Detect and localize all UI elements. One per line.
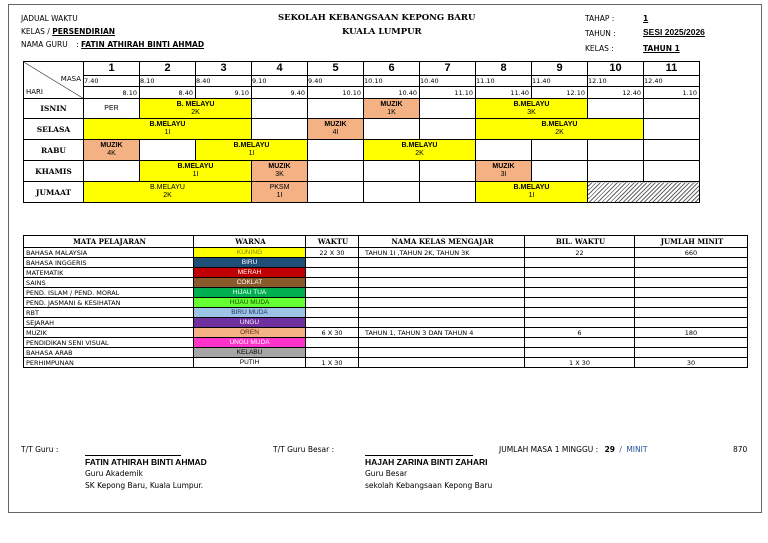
- slot-bm: [476, 119, 644, 140]
- end-time-row: [24, 87, 700, 99]
- slot-bm: [476, 182, 588, 203]
- end-time: 8.10: [84, 87, 140, 99]
- tt-guru-besar-label: T/T Guru Besar :: [273, 445, 335, 454]
- subject-bil-waktu: 6: [525, 328, 635, 338]
- subject-row: [24, 288, 748, 298]
- slot-hatched: [588, 182, 700, 203]
- start-time: 9.40: [308, 75, 364, 87]
- end-time: 10.10: [308, 87, 364, 99]
- slot-bm: [364, 140, 476, 161]
- subject-bil-waktu: [525, 338, 635, 348]
- period-number: 10: [588, 62, 644, 76]
- subject-waktu: [306, 288, 359, 298]
- school-city: KUALA LUMPUR: [342, 27, 422, 37]
- subject-kelas: TAHUN 1I ,TAHUN 2K, TAHUN 3K: [359, 248, 525, 258]
- guru-name: FATIN ATHIRAH BINTI AHMAD: [85, 457, 207, 467]
- tt-guru-label: T/T Guru :: [21, 445, 59, 454]
- start-time: 8.10: [140, 75, 196, 87]
- day-label: KHAMIS: [24, 161, 84, 182]
- subject-jumlah-minit: 180: [635, 328, 748, 338]
- subject-waktu: 1 X 30: [306, 358, 359, 368]
- subject-jumlah-minit: [635, 318, 748, 328]
- subject-bil-waktu: 22: [525, 248, 635, 258]
- subject-row: [24, 318, 748, 328]
- subject-colour: OREN: [194, 328, 306, 338]
- slot-subject: B.MELAYU: [513, 184, 550, 191]
- start-time: 8.40: [196, 75, 252, 87]
- subject-row: [24, 338, 748, 348]
- slot-empty: [644, 119, 700, 140]
- slot-class: 2K: [191, 108, 200, 116]
- slot-class: 1K: [387, 108, 396, 116]
- subject-name: PENDIDIKAN SENI VISUAL: [24, 338, 194, 348]
- subject-name: PEND. ISLAM / PEND. MORAL: [24, 288, 194, 298]
- subject-colour: PUTIH: [194, 358, 306, 368]
- subject-colour: KUNING: [194, 248, 306, 258]
- weekly-total: [499, 445, 647, 455]
- slot-subject: B.MELAYU: [401, 142, 438, 149]
- subject-kelas: [359, 318, 525, 328]
- guru-value: FATIN ATHIRAH BINTI AHMAD: [81, 40, 205, 49]
- kelas2-label: KELAS :: [585, 44, 614, 53]
- slot-subject: B.MELAYU: [233, 142, 270, 149]
- subject-bil-waktu: [525, 268, 635, 278]
- guru-role: Guru Akademik: [85, 469, 143, 478]
- period-number: 8: [476, 62, 532, 76]
- slot-subject: B. MELAYU: [176, 100, 215, 108]
- header-warna: WARNA: [194, 236, 306, 248]
- minit-label: MINIT: [626, 445, 648, 454]
- slot-subject: MUZIK: [268, 163, 291, 170]
- timetable-grid: [23, 61, 700, 203]
- masa-hari-corner: [24, 62, 84, 99]
- slot-subject: MUZIK: [100, 142, 123, 149]
- slot-class: 3I: [500, 171, 507, 178]
- slot-subject: B.MELAYU: [513, 100, 550, 108]
- period-number: 5: [308, 62, 364, 76]
- header-bil-waktu: BIL. WAKTU: [525, 236, 635, 248]
- end-time: 11.10: [420, 87, 476, 99]
- tahap-value: 1: [643, 14, 649, 23]
- end-time: 8.40: [140, 87, 196, 99]
- slot-muzik: [308, 119, 364, 140]
- slot-class: 1I: [248, 150, 255, 157]
- subject-kelas: [359, 278, 525, 288]
- subject-jumlah-minit: [635, 338, 748, 348]
- guru-label: NAMA GURU: [21, 40, 68, 49]
- subject-jumlah-minit: 660: [635, 248, 748, 258]
- subject-waktu: [306, 338, 359, 348]
- slot-empty: [140, 140, 196, 161]
- slot-class: 2K: [555, 129, 564, 136]
- slot-empty: [252, 99, 308, 119]
- slot-empty: [420, 161, 476, 182]
- tahap-label: TAHAP :: [585, 14, 615, 23]
- guru-line: [21, 40, 204, 49]
- period-number: 1: [84, 62, 140, 76]
- slot-empty: [420, 119, 476, 140]
- period-number: 6: [364, 62, 420, 76]
- subject-colour: COKLAT: [194, 278, 306, 288]
- period-number: 3: [196, 62, 252, 76]
- subject-kelas: [359, 308, 525, 318]
- subject-bil-waktu: [525, 298, 635, 308]
- slot-class: 1I: [528, 192, 535, 199]
- guru-besar-name: HAJAH ZARINA BINTI ZAHARI: [365, 457, 488, 467]
- slot-muzik: [84, 140, 140, 161]
- tahun-label: TAHUN :: [585, 29, 616, 38]
- subject-bil-waktu: [525, 288, 635, 298]
- slot-bm: [84, 182, 252, 203]
- subject-waktu: [306, 268, 359, 278]
- guru-signature-line: [85, 455, 181, 456]
- subject-name: BAHASA INGGERIS: [24, 258, 194, 268]
- subject-jumlah-minit: [635, 288, 748, 298]
- subject-name: MUZIK: [24, 328, 194, 338]
- subject-name: SEJARAH: [24, 318, 194, 328]
- jumlah-sep: /: [619, 445, 622, 454]
- slot-subject: B.MELAYU: [149, 121, 186, 128]
- timetable-sheet: [8, 4, 762, 513]
- subject-row: [24, 268, 748, 278]
- subject-bil-waktu: 1 X 30: [525, 358, 635, 368]
- slot-empty: [476, 140, 532, 161]
- subject-kelas: [359, 348, 525, 358]
- slot-subject: PER: [104, 104, 119, 112]
- subject-waktu: [306, 298, 359, 308]
- slot-per: [84, 99, 140, 119]
- jadual-label: JADUAL WAKTU: [21, 14, 78, 23]
- subject-name: SAINS: [24, 278, 194, 288]
- subject-kelas: [359, 338, 525, 348]
- start-time: 7.40: [84, 75, 140, 87]
- day-label: SELASA: [24, 119, 84, 140]
- slot-empty: [644, 99, 700, 119]
- subject-jumlah-minit: 30: [635, 358, 748, 368]
- slot-class: 1I: [164, 129, 171, 136]
- period-number: 2: [140, 62, 196, 76]
- header-jumlah-minit: JUMLAH MINIT: [635, 236, 748, 248]
- subject-bil-waktu: [525, 308, 635, 318]
- end-time: 11.40: [476, 87, 532, 99]
- slot-empty: [364, 182, 420, 203]
- subject-kelas: [359, 288, 525, 298]
- start-time: 10.40: [420, 75, 476, 87]
- summary-header-row: [24, 236, 748, 248]
- subject-bil-waktu: [525, 278, 635, 288]
- start-time: 12.40: [644, 75, 700, 87]
- subject-colour: HIJAU TUA: [194, 288, 306, 298]
- subject-row: [24, 348, 748, 358]
- slot-empty: [308, 140, 364, 161]
- slot-subject: B.MELAYU: [177, 163, 214, 170]
- subject-name: PERHIMPUNAN: [24, 358, 194, 368]
- end-time: 9.10: [196, 87, 252, 99]
- subject-row: [24, 248, 748, 258]
- subject-colour: UNGU: [194, 318, 306, 328]
- slot-class: 2K: [163, 192, 172, 199]
- jumlah-label: JUMLAH MASA 1 MINGGU :: [499, 445, 599, 454]
- subject-waktu: [306, 258, 359, 268]
- day-row-isnin: [24, 99, 700, 119]
- day-row-selasa: [24, 119, 700, 140]
- subject-row: [24, 278, 748, 288]
- subject-colour: HIJAU MUDA: [194, 298, 306, 308]
- start-time: 9.10: [252, 75, 308, 87]
- subject-jumlah-minit: [635, 348, 748, 358]
- start-time: 11.10: [476, 75, 532, 87]
- slot-empty: [644, 161, 700, 182]
- slot-empty: [308, 99, 364, 119]
- subject-waktu: 22 X 30: [306, 248, 359, 258]
- subject-colour: UNGU MUDA: [194, 338, 306, 348]
- slot-muzik: [252, 161, 308, 182]
- subject-name: BAHASA ARAB: [24, 348, 194, 358]
- slot-bm: [84, 119, 252, 140]
- day-row-rabu: [24, 140, 700, 161]
- slot-class: 3K: [275, 171, 284, 178]
- slot-empty: [308, 182, 364, 203]
- kelas2-value: TAHUN 1: [643, 44, 680, 53]
- guru-place: SK Kepong Baru, Kuala Lumpur.: [85, 481, 204, 490]
- subject-name: BAHASA MALAYSIA: [24, 248, 194, 258]
- period-number: 7: [420, 62, 476, 76]
- subject-colour: BIRU MUDA: [194, 308, 306, 318]
- hari-label: HARI: [26, 88, 43, 96]
- slot-subject: MUZIK: [380, 100, 403, 108]
- minit-value: 870: [733, 445, 748, 454]
- slot-subject: MUZIK: [324, 121, 347, 128]
- day-label: ISNIN: [24, 99, 84, 119]
- slot-bm: [476, 99, 588, 119]
- subject-colour: KELABU: [194, 348, 306, 358]
- end-time: 12.40: [588, 87, 644, 99]
- slot-empty: [364, 119, 420, 140]
- day-label: RABU: [24, 140, 84, 161]
- header-waktu: WAKTU: [306, 236, 359, 248]
- end-time: 1.10: [644, 87, 700, 99]
- slot-empty: [364, 161, 420, 182]
- guru-besar-signature-line: [365, 455, 473, 456]
- subject-jumlah-minit: [635, 308, 748, 318]
- slot-class: 1I: [276, 192, 283, 199]
- subject-name: RBT: [24, 308, 194, 318]
- slot-class: 1I: [192, 171, 199, 178]
- slot-subject: PKSM: [269, 184, 290, 191]
- subject-jumlah-minit: [635, 268, 748, 278]
- subject-waktu: 6 X 30: [306, 328, 359, 338]
- slot-class: 4K: [107, 150, 116, 157]
- subject-kelas: [359, 258, 525, 268]
- end-time: 9.40: [252, 87, 308, 99]
- slot-empty: [532, 161, 588, 182]
- period-number-row: [24, 62, 700, 76]
- subject-bil-waktu: [525, 348, 635, 358]
- day-row-khamis: [24, 161, 700, 182]
- period-number: 9: [532, 62, 588, 76]
- slot-class: 4I: [332, 129, 339, 136]
- subject-summary-table: [23, 235, 748, 368]
- start-time: 12.10: [588, 75, 644, 87]
- day-label: JUMAAT: [24, 182, 84, 203]
- header-mata: MATA PELAJARAN: [24, 236, 194, 248]
- subject-kelas: TAHUN 1, TAHUN 3 DAN TAHUN 4: [359, 328, 525, 338]
- slot-pksm: [252, 182, 308, 203]
- subject-name: PEND. JASMANI & KESIHATAN: [24, 298, 194, 308]
- masa-label: MASA: [60, 75, 81, 83]
- subject-bil-waktu: [525, 318, 635, 328]
- slot-bm: [140, 161, 252, 182]
- subject-waktu: [306, 308, 359, 318]
- slot-empty: [588, 161, 644, 182]
- subject-row: [24, 298, 748, 308]
- slot-empty: [588, 99, 644, 119]
- slot-empty: [252, 119, 308, 140]
- slot-empty: [588, 140, 644, 161]
- subject-waktu: [306, 278, 359, 288]
- slot-empty: [84, 161, 140, 182]
- slot-subject: B.MELAYU: [541, 121, 578, 128]
- jumlah-value: 29: [604, 445, 615, 454]
- slot-muzik: [364, 99, 420, 119]
- slot-bm: [196, 140, 308, 161]
- subject-colour: MERAH: [194, 268, 306, 278]
- slot-class: 3K: [527, 108, 536, 116]
- subject-row: [24, 358, 748, 368]
- subject-kelas: [359, 358, 525, 368]
- tahun-value: SESI 2025/2026: [643, 27, 705, 37]
- subject-jumlah-minit: [635, 298, 748, 308]
- school-name: SEKOLAH KEBANGSAAN KEPONG BARU: [278, 13, 476, 23]
- guru-sep: :: [76, 40, 79, 49]
- guru-besar-role: Guru Besar: [365, 469, 408, 478]
- subject-kelas: [359, 298, 525, 308]
- subject-bil-waktu: [525, 258, 635, 268]
- slot-muzik: [476, 161, 532, 182]
- slot-class: 2K: [415, 150, 424, 157]
- kelas-label: KELAS /: [21, 27, 50, 36]
- subject-name: MATEMATIK: [24, 268, 194, 278]
- slot-subject: MUZIK: [492, 163, 515, 170]
- subject-kelas: [359, 268, 525, 278]
- slot-empty: [308, 161, 364, 182]
- period-number: 4: [252, 62, 308, 76]
- subject-row: [24, 258, 748, 268]
- subject-waktu: [306, 348, 359, 358]
- slot-empty: [420, 182, 476, 203]
- kelas-line: [21, 27, 115, 36]
- subject-jumlah-minit: [635, 258, 748, 268]
- header-nama-kelas: NAMA KELAS MENGAJAR: [359, 236, 525, 248]
- slot-subject: B.MELAYU: [150, 184, 185, 191]
- subject-colour: BIRU: [194, 258, 306, 268]
- subject-row: [24, 308, 748, 318]
- subject-jumlah-minit: [635, 278, 748, 288]
- subject-row: [24, 328, 748, 338]
- start-time-row: [24, 75, 700, 87]
- slot-empty: [420, 99, 476, 119]
- guru-besar-place: sekolah Kebangsaan Kepong Baru: [365, 481, 493, 490]
- end-time: 12.10: [532, 87, 588, 99]
- slot-empty: [532, 140, 588, 161]
- day-row-jumaat: [24, 182, 700, 203]
- slot-empty: [644, 140, 700, 161]
- start-time: 11.40: [532, 75, 588, 87]
- period-number: 11: [644, 62, 700, 76]
- subject-waktu: [306, 318, 359, 328]
- start-time: 10.10: [364, 75, 420, 87]
- slot-bm: [140, 99, 252, 119]
- end-time: 10.40: [364, 87, 420, 99]
- kelas-value: PERSENDIRIAN: [52, 27, 116, 36]
